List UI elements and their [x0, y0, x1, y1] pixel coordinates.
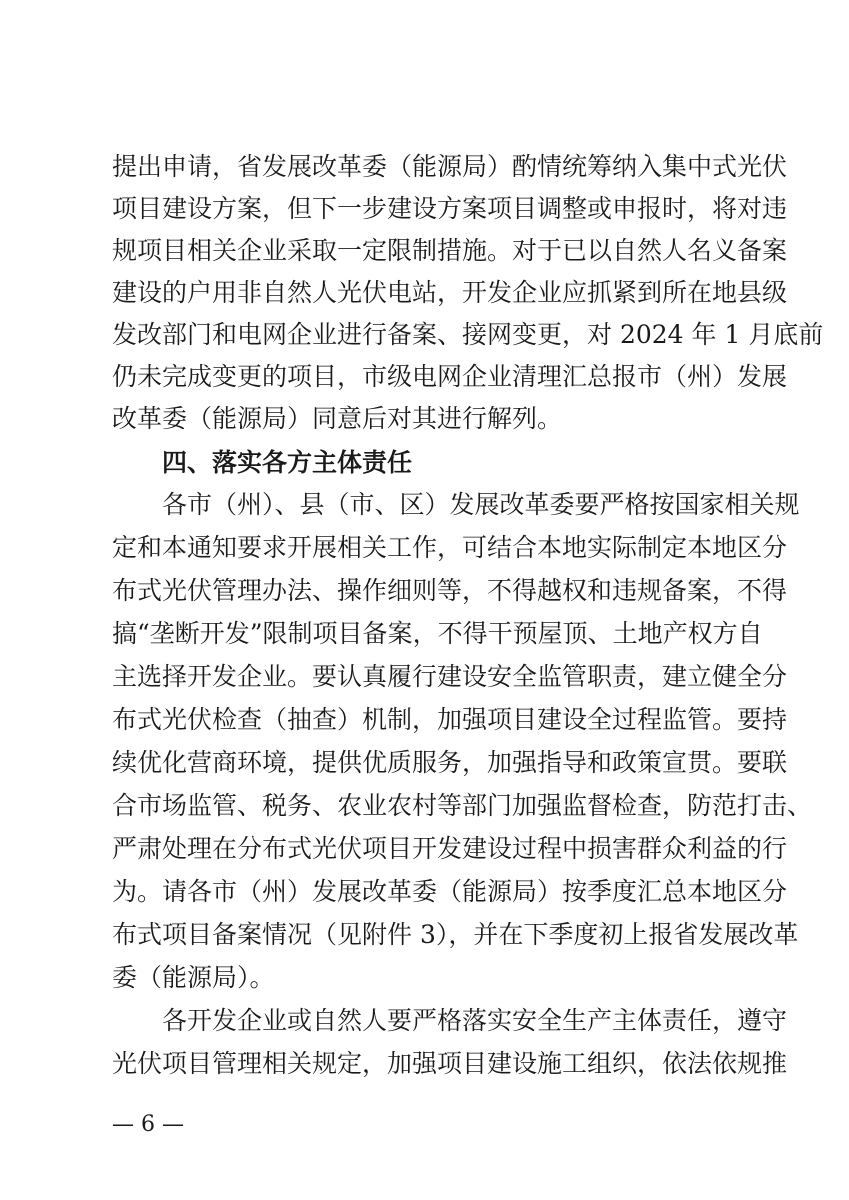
- paragraph-2-line-2: 定和本通知要求开展相关工作，可结合本地实际制定本地区分: [112, 533, 788, 562]
- paragraph-2-line-6: 布式光伏检查（抽查）机制，加强项目建设全过程监管。要持: [112, 705, 788, 734]
- paragraph-1-line-1: 提出申请，省发展改革委（能源局）酌情统筹纳入集中式光伏: [112, 152, 788, 181]
- paragraph-1-line-5: 发改部门和电网企业进行备案、接网变更，对 2024 年 1 月底前: [112, 320, 824, 349]
- paragraph-2-line-4: 搞“垄断开发”限制项目备案，不得干预屋顶、土地产权方自: [112, 619, 763, 648]
- paragraph-1-line-7: 改革委（能源局）同意后对其进行解列。: [112, 404, 563, 433]
- paragraph-2-line-9: 严肃处理在分布式光伏项目开发建设过程中损害群众利益的行: [112, 834, 788, 863]
- paragraph-2-line-1: 各市（州）、县（市、区）发展改革委要严格按国家相关规: [162, 490, 800, 519]
- paragraph-3-line-1: 各开发企业或自然人要严格落实安全生产主体责任，遵守: [162, 1006, 788, 1035]
- paragraph-2-line-10: 为。请各市（州）发展改革委（能源局）按季度汇总本地区分: [112, 877, 788, 906]
- paragraph-1-line-2: 项目建设方案，但下一步建设方案项目调整或申报时，将对违: [112, 194, 788, 223]
- paragraph-2-line-12: 委（能源局）。: [112, 963, 275, 992]
- paragraph-1-line-4: 建设的户用非自然人光伏电站，开发企业应抓紧到所在地县级: [112, 278, 788, 307]
- paragraph-2-line-8: 合市场监管、税务、农业农村等部门加强监督检查，防范打击、: [112, 791, 813, 820]
- page-number: — 6 —: [112, 1112, 184, 1137]
- paragraph-2-line-7: 续优化营商环境，提供优质服务，加强指导和政策宣贯。要联: [112, 748, 788, 777]
- paragraph-1-line-6: 仍未完成变更的项目，市级电网企业清理汇总报市（州）发展: [112, 362, 788, 391]
- section-heading: 四、落实各方主体责任: [162, 448, 413, 477]
- paragraph-2-line-5: 主选择开发企业。要认真履行建设安全监管职责，建立健全分: [112, 662, 788, 691]
- paragraph-3-line-2: 光伏项目管理相关规定，加强项目建设施工组织，依法依规推: [112, 1049, 788, 1078]
- paragraph-2-line-3: 布式光伏管理办法、操作细则等，不得越权和违规备案，不得: [112, 576, 788, 605]
- paragraph-1-line-3: 规项目相关企业采取一定限制措施。对于已以自然人名义备案: [112, 236, 788, 265]
- paragraph-2-line-11: 布式项目备案情况（见附件 3），并在下季度初上报省发展改革: [112, 920, 799, 949]
